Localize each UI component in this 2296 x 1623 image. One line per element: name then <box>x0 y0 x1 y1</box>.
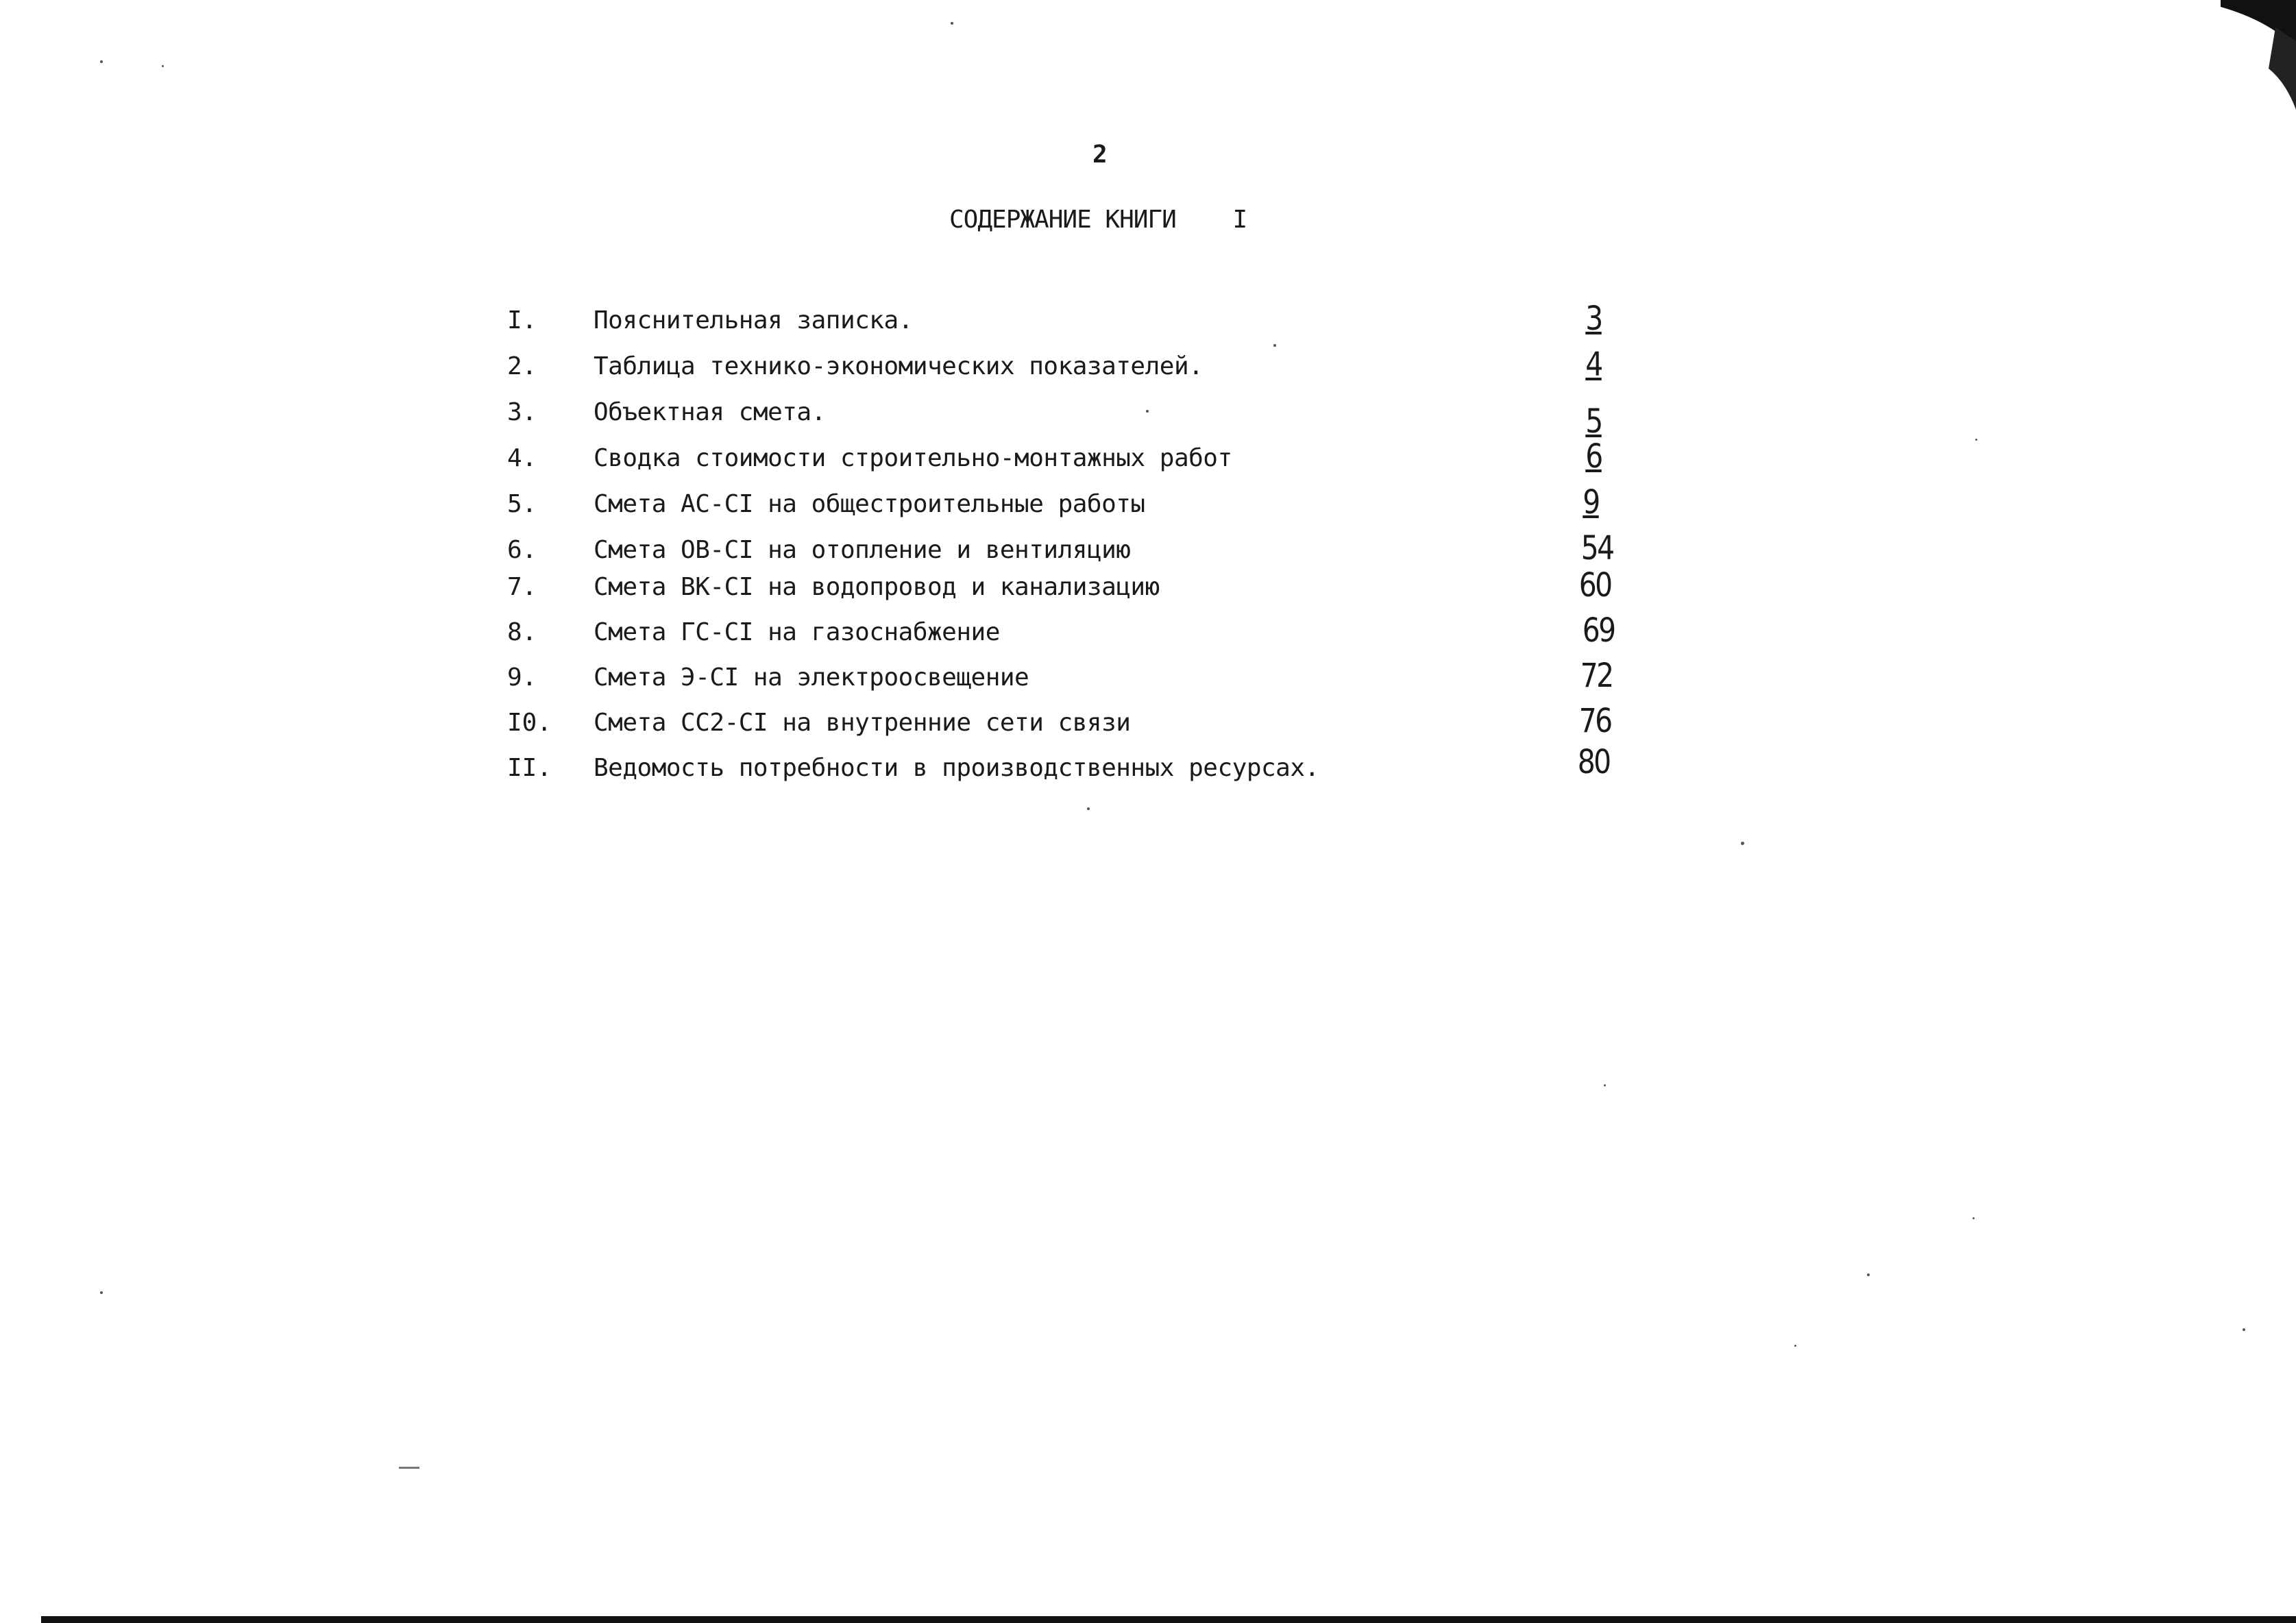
toc-item-page: 4 <box>1585 345 1602 384</box>
document-title: СОДЕРЖАНИЕ КНИГИ I <box>949 206 1247 234</box>
toc-item-page: 54 <box>1580 529 1613 568</box>
toc-item <box>0 398 2296 439</box>
scan-speck <box>1273 344 1276 347</box>
toc-item-number: 6. <box>507 536 537 564</box>
toc-item-number: 5. <box>507 490 537 518</box>
toc-item <box>0 702 2296 750</box>
toc-item-page: 69 <box>1582 611 1615 650</box>
toc-item-title: Сводка стоимости строительно-монтажных работ <box>594 444 1232 472</box>
toc-item-number: 8. <box>507 618 537 646</box>
scan-speck <box>1741 842 1744 845</box>
scan-speck <box>1794 1345 1796 1347</box>
toc-item-title: Ведомость потребности в производственных ресурсах. <box>594 754 1319 782</box>
toc-item-number: 9. <box>507 663 537 692</box>
scan-speck <box>100 1291 103 1294</box>
scan-speck <box>100 60 103 63</box>
toc-item <box>0 611 2296 659</box>
toc-item <box>0 566 2296 614</box>
toc-item <box>0 743 2296 795</box>
toc-item-page: 6 <box>1585 437 1602 476</box>
toc-item-title: Смета ГС-СI на газоснабжение <box>594 618 1000 646</box>
scan-bottom-edge <box>41 1616 2296 1623</box>
toc-item-page: 60 <box>1578 566 1611 605</box>
scan-speck <box>951 22 953 25</box>
toc-item <box>0 345 2296 393</box>
toc-item-title: Смета СС2-СI на внутренние сети связи <box>594 709 1131 737</box>
toc-item-number: 3. <box>507 398 537 426</box>
toc-item-title: Смета ВК-СI на водопровод и канализацию <box>594 573 1160 601</box>
scan-speck <box>1975 439 1977 441</box>
toc-item-page: 9 <box>1583 483 1599 522</box>
toc-item-title: Объектная смета. <box>594 398 826 426</box>
toc-item-number: 7. <box>507 573 537 601</box>
toc-item-page: 5 <box>1585 402 1602 441</box>
toc-item <box>0 300 2296 347</box>
scan-speck <box>2243 1328 2245 1331</box>
scan-speck <box>1604 1084 1606 1086</box>
toc-item-number: 4. <box>507 444 537 472</box>
scan-corner-shadow <box>2221 0 2296 117</box>
page-number: 2 <box>1092 141 1108 169</box>
scan-speck <box>1146 410 1149 413</box>
toc-item-title: Пояснительная записка. <box>594 306 913 334</box>
toc-item <box>0 483 2296 531</box>
toc-item <box>0 437 2296 485</box>
toc-item-title: Смета ОВ-СI на отопление и вентиляцию <box>594 536 1131 564</box>
toc-item-number: II. <box>507 754 552 782</box>
toc-item-title: Таблица технико-экономических показателей. <box>594 352 1204 380</box>
scan-speck <box>1087 807 1090 810</box>
scan-speck <box>399 1467 419 1469</box>
scan-speck <box>162 65 164 67</box>
toc-item-page: 72 <box>1580 657 1613 695</box>
toc-item <box>0 529 2296 577</box>
toc-item-number: I. <box>507 306 537 334</box>
scan-speck <box>1973 1217 1975 1219</box>
toc-item-page: 76 <box>1578 702 1611 740</box>
toc-item-title: Смета АС-СI на общестроительные работы <box>594 490 1145 518</box>
toc-item-page: 80 <box>1577 743 1610 781</box>
scan-speck <box>1867 1273 1870 1276</box>
toc-item-title: Смета Э-СI на электроосвещение <box>594 663 1029 692</box>
toc-item-page: 3 <box>1585 300 1602 338</box>
toc-item-number: 2. <box>507 352 537 380</box>
toc-item-number: I0. <box>507 709 552 737</box>
toc-item <box>0 657 2296 705</box>
